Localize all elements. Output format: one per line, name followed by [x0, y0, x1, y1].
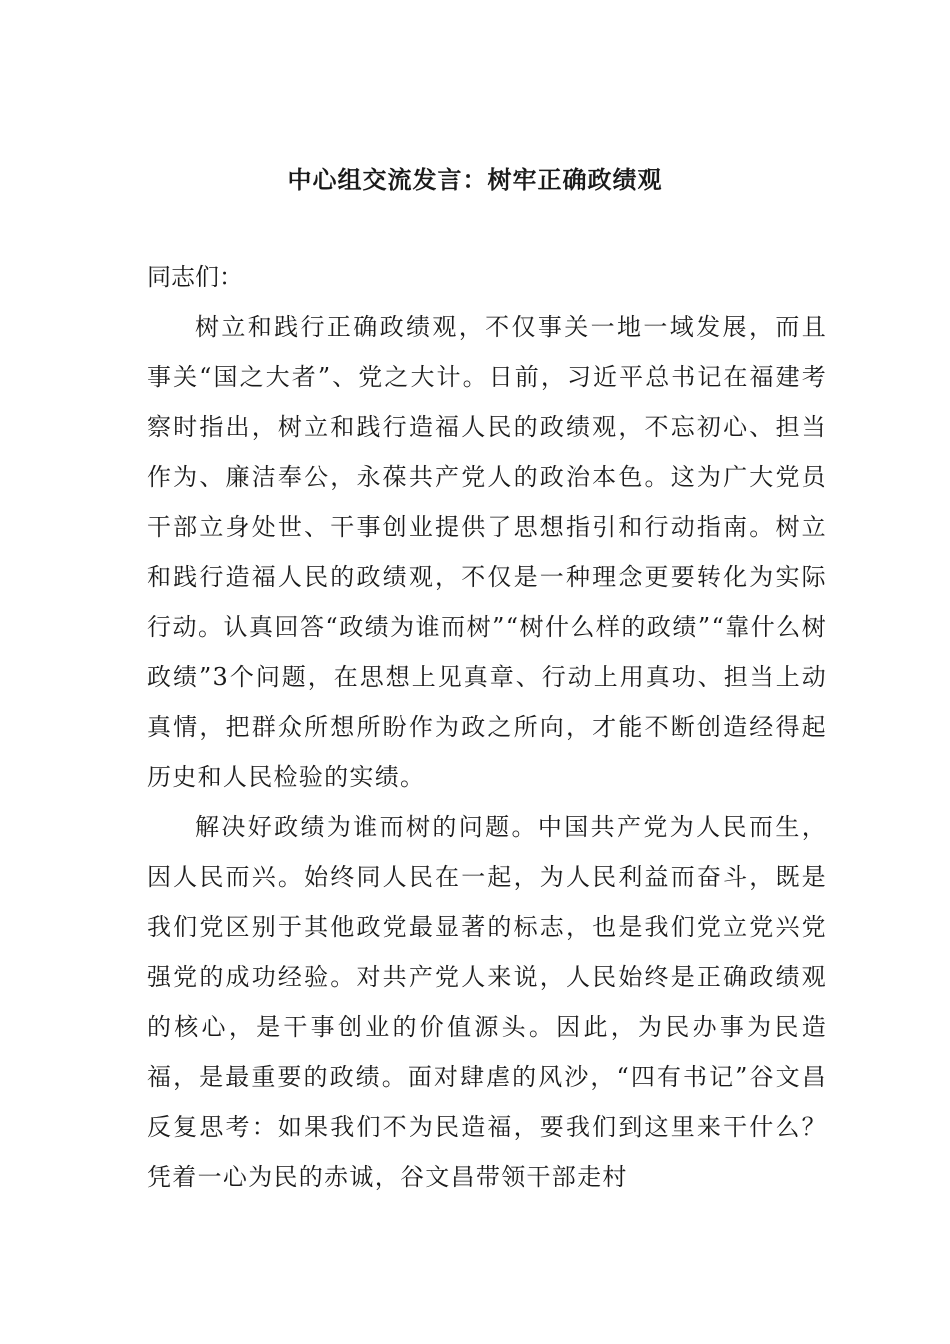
salutation: 同志们： [147, 263, 243, 291]
paragraph: 树立和践行正确政绩观，不仅事关一地一域发展，而且事关“国之大者”、党之大计。日前，习近平总书记在福建考察时指出，树立和践行造福人民的政绩观，不忘初心、担当作为、廉洁奉公，永葆共产党人的政治本色。这为广大党员干部立身处世、干事创业提供了思想指引和行动指南。树立和践行造福人民的政绩观，不仅是一种理念更要转化为实际行动。认真回答“政绩为谁而树”“树什么样的政绩”“靠什么树政绩”3个问题，在思想上见真章、行动上用真功、担当上动真情，把群众所想所盼作为政之所向，才能不断创造经得起历史和人民检验的实绩。 [147, 313, 827, 791]
paragraph: 解决好政绩为谁而树的问题。中国共产党为人民而生，因人民而兴。始终同人民在一起，为人民利益而奋斗，既是我们党区别于其他政党最显著的标志，也是我们党立党兴党强党的成功经验。对共产党人来说，人民始终是正确政绩观的核心，是干事创业的价值源头。因此，为民办事为民造福，是最重要的政绩。面对肆虐的风沙，“四有书记”谷文昌反复思考：如果我们不为民造福，要我们到这里来干什么？凭着一心为民的赤诚，谷文昌带领干部走村 [147, 813, 827, 1191]
document-body [147, 252, 827, 1202]
document-title: 中心组交流发言：树牢正确政绩观 [287, 165, 663, 194]
